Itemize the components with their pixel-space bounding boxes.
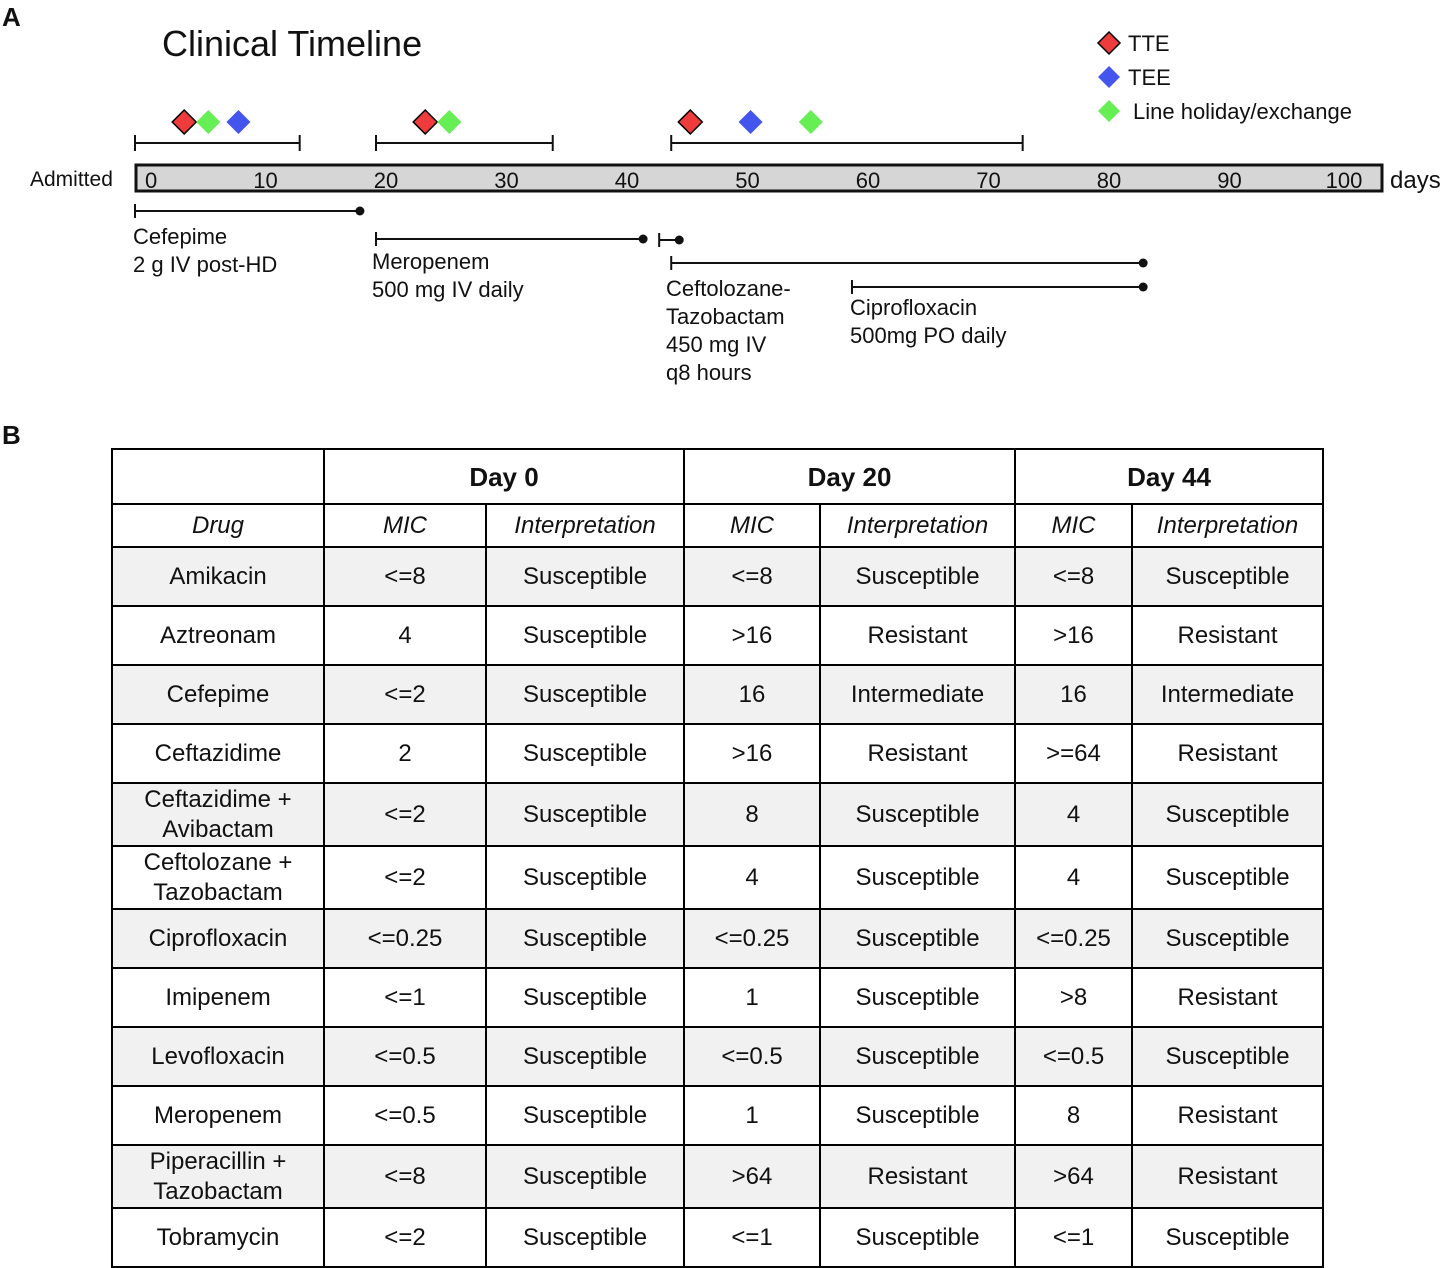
table-row bbox=[112, 724, 1323, 783]
interpretation-cell: Susceptible bbox=[486, 1145, 684, 1208]
legend-label: Line holiday/exchange bbox=[1133, 99, 1352, 124]
drug-cell bbox=[112, 909, 324, 968]
drug-name-line: Ceftazidime + bbox=[144, 785, 292, 813]
mic-cell: >8 bbox=[1015, 968, 1132, 1027]
event-diamond-icon bbox=[437, 110, 461, 134]
subheader-cell: MIC bbox=[324, 504, 486, 547]
corner-cell bbox=[112, 449, 324, 504]
mic-cell: >16 bbox=[684, 606, 820, 665]
drug-name-line: Ceftazidime bbox=[154, 739, 282, 767]
interpretation-cell: Resistant bbox=[820, 606, 1015, 665]
mic-cell: 2 bbox=[324, 724, 486, 783]
drug-cell bbox=[112, 1086, 324, 1145]
interpretation-cell: Resistant bbox=[1132, 1086, 1323, 1145]
mic-cell: <=2 bbox=[324, 846, 486, 909]
interpretation-cell: Susceptible bbox=[486, 665, 684, 724]
axis-tick-label: 100 bbox=[1325, 168, 1363, 193]
day-header-row bbox=[112, 449, 1323, 504]
mic-cell: <=0.5 bbox=[324, 1086, 486, 1145]
antibiotic-label: 500mg PO daily bbox=[850, 323, 1007, 348]
drug-cell bbox=[112, 665, 324, 724]
subheader-row bbox=[112, 504, 1323, 547]
drug-name-line: Amikacin bbox=[169, 562, 267, 590]
mic-cell: <=0.5 bbox=[684, 1027, 820, 1086]
event-diamond-icon bbox=[739, 110, 763, 134]
table-row bbox=[112, 846, 1323, 909]
event-diamond-icon bbox=[226, 110, 250, 134]
antibiotic-label: 500 mg IV daily bbox=[372, 277, 524, 302]
mic-cell: <=1 bbox=[684, 1208, 820, 1267]
day-header: Day 0 bbox=[324, 449, 684, 504]
interpretation-cell: Resistant bbox=[1132, 724, 1323, 783]
event-diamond-icon bbox=[678, 110, 702, 134]
axis-tick-label: 0 bbox=[145, 168, 158, 193]
drug-cell bbox=[112, 606, 324, 665]
axis-tick-label: 60 bbox=[855, 168, 881, 193]
drug-cell bbox=[112, 846, 324, 909]
table-row bbox=[112, 547, 1323, 606]
antibiotic-label: Meropenem bbox=[372, 249, 490, 274]
table-body bbox=[112, 547, 1323, 1267]
table-row bbox=[112, 1086, 1323, 1145]
table-row bbox=[112, 909, 1323, 968]
event-diamond-icon bbox=[799, 110, 823, 134]
interpretation-cell: Susceptible bbox=[820, 1208, 1015, 1267]
table-row bbox=[112, 1208, 1323, 1267]
antibiotic-course-end-dot bbox=[355, 207, 364, 216]
axis-tick-label: 30 bbox=[494, 168, 519, 193]
legend-marker-icon bbox=[1098, 66, 1120, 88]
axis-tick-label: 20 bbox=[373, 168, 399, 193]
timeline-title: Clinical Timeline bbox=[162, 23, 423, 64]
mic-cell: >=64 bbox=[1015, 724, 1132, 783]
legend-marker-icon bbox=[1098, 100, 1120, 122]
mic-cell: <=0.25 bbox=[684, 909, 820, 968]
interpretation-cell: Susceptible bbox=[1132, 783, 1323, 846]
axis-unit-label: days bbox=[1390, 167, 1441, 194]
mic-cell: <=8 bbox=[684, 547, 820, 606]
axis-tick-label: 50 bbox=[735, 168, 760, 193]
mic-cell: <=0.25 bbox=[1015, 909, 1132, 968]
mic-cell: >64 bbox=[684, 1145, 820, 1208]
table-row bbox=[112, 783, 1323, 846]
drug-cell bbox=[112, 1145, 324, 1208]
drug-cell bbox=[112, 1208, 324, 1267]
mic-cell: <=0.5 bbox=[324, 1027, 486, 1086]
mic-cell: 4 bbox=[684, 846, 820, 909]
interpretation-cell: Susceptible bbox=[486, 1208, 684, 1267]
antibiotic-course-end-dot bbox=[1139, 283, 1148, 292]
event-diamond-icon bbox=[172, 110, 196, 134]
event-diamond-icon bbox=[413, 110, 437, 134]
interpretation-cell: Susceptible bbox=[486, 846, 684, 909]
interpretation-cell: Susceptible bbox=[820, 846, 1015, 909]
day-header: Day 20 bbox=[684, 449, 1015, 504]
table-row bbox=[112, 1145, 1323, 1208]
mic-cell: 8 bbox=[1015, 1086, 1132, 1145]
interpretation-cell: Intermediate bbox=[820, 665, 1015, 724]
drug-cell bbox=[112, 783, 324, 846]
mic-cell: >16 bbox=[684, 724, 820, 783]
drug-name-line: Ceftolozane + bbox=[143, 848, 293, 876]
mic-cell: <=2 bbox=[324, 1208, 486, 1267]
admitted-label: Admitted bbox=[30, 168, 113, 191]
antibiotic-course-end-dot bbox=[1139, 259, 1148, 268]
interpretation-cell: Susceptible bbox=[1132, 547, 1323, 606]
subheader-cell: Drug bbox=[112, 504, 324, 547]
antibiotic-label: 2 g IV post-HD bbox=[133, 252, 278, 277]
axis-tick-label: 70 bbox=[976, 168, 1001, 193]
mic-cell: >16 bbox=[1015, 606, 1132, 665]
antibiotic-course-end-dot bbox=[639, 235, 648, 244]
timeline-diagram bbox=[0, 0, 1448, 400]
antibiotic-label: Tazobactam bbox=[666, 304, 785, 329]
axis-tick-label: 40 bbox=[614, 168, 640, 193]
interpretation-cell: Resistant bbox=[1132, 968, 1323, 1027]
antibiotic-course-end-dot bbox=[675, 236, 684, 245]
panel-a-label: A bbox=[2, 2, 21, 32]
drug-cell bbox=[112, 547, 324, 606]
interpretation-cell: Susceptible bbox=[486, 1027, 684, 1086]
drug-name-line: Ciprofloxacin bbox=[148, 924, 288, 952]
mic-cell: 1 bbox=[684, 968, 820, 1027]
mic-cell: <=0.5 bbox=[1015, 1027, 1132, 1086]
subheader-cell: MIC bbox=[1015, 504, 1132, 547]
drug-name-line: Meropenem bbox=[153, 1101, 283, 1129]
antibiotic-label: Cefepime bbox=[133, 224, 228, 249]
mic-cell: <=2 bbox=[324, 665, 486, 724]
subheader-cell: Interpretation bbox=[1132, 504, 1323, 547]
interpretation-cell: Resistant bbox=[1132, 606, 1323, 665]
axis-tick-label: 90 bbox=[1217, 168, 1242, 193]
interpretation-cell: Susceptible bbox=[486, 724, 684, 783]
mic-cell: <=1 bbox=[1015, 1208, 1132, 1267]
mic-cell: 4 bbox=[1015, 846, 1132, 909]
mic-cell: <=8 bbox=[324, 547, 486, 606]
mic-cell: >64 bbox=[1015, 1145, 1132, 1208]
drug-name-line: Tobramycin bbox=[156, 1223, 280, 1251]
antibiotic-label: Ciprofloxacin bbox=[850, 295, 978, 320]
legend-label: TTE bbox=[1128, 31, 1170, 56]
axis-tick-label: 80 bbox=[1096, 168, 1122, 193]
axis-tick-label: 10 bbox=[253, 168, 278, 193]
susceptibility-table bbox=[111, 448, 1324, 1268]
interpretation-cell: Susceptible bbox=[820, 968, 1015, 1027]
interpretation-cell: Susceptible bbox=[1132, 1208, 1323, 1267]
interpretation-cell: Susceptible bbox=[486, 1086, 684, 1145]
table-row bbox=[112, 606, 1323, 665]
interpretation-cell: Susceptible bbox=[820, 1027, 1015, 1086]
mic-cell: <=2 bbox=[324, 783, 486, 846]
mic-cell: 16 bbox=[684, 665, 820, 724]
legend-label: TEE bbox=[1128, 65, 1171, 90]
interpretation-cell: Susceptible bbox=[820, 547, 1015, 606]
table-row bbox=[112, 665, 1323, 724]
event-diamond-icon bbox=[196, 110, 220, 134]
subheader-cell: Interpretation bbox=[486, 504, 684, 547]
drug-name-line: Tazobactam bbox=[153, 878, 283, 906]
drug-name-line: Tazobactam bbox=[153, 1177, 283, 1205]
day-header: Day 44 bbox=[1015, 449, 1323, 504]
panel-b-label: B bbox=[2, 420, 21, 450]
mic-cell: <=1 bbox=[324, 968, 486, 1027]
drug-cell bbox=[112, 1027, 324, 1086]
mic-cell: 4 bbox=[324, 606, 486, 665]
table-row bbox=[112, 1027, 1323, 1086]
mic-cell: 16 bbox=[1015, 665, 1132, 724]
mic-cell: 4 bbox=[1015, 783, 1132, 846]
antibiotic-label: q8 hours bbox=[666, 360, 752, 385]
interpretation-cell: Susceptible bbox=[820, 783, 1015, 846]
interpretation-cell: Susceptible bbox=[486, 968, 684, 1027]
antibiotic-label: Ceftolozane- bbox=[666, 276, 791, 301]
interpretation-cell: Susceptible bbox=[486, 783, 684, 846]
interpretation-cell: Susceptible bbox=[486, 606, 684, 665]
subheader-cell: Interpretation bbox=[820, 504, 1015, 547]
drug-name-line: Piperacillin + bbox=[149, 1147, 287, 1175]
interpretation-cell: Susceptible bbox=[1132, 909, 1323, 968]
interpretation-cell: Resistant bbox=[820, 724, 1015, 783]
drug-cell bbox=[112, 724, 324, 783]
drug-name-line: Avibactam bbox=[162, 815, 274, 843]
interpretation-cell: Resistant bbox=[820, 1145, 1015, 1208]
drug-name-line: Imipenem bbox=[165, 983, 271, 1011]
mic-cell: <=0.25 bbox=[324, 909, 486, 968]
interpretation-cell: Susceptible bbox=[820, 1086, 1015, 1145]
interpretation-cell: Susceptible bbox=[486, 909, 684, 968]
interpretation-cell: Intermediate bbox=[1132, 665, 1323, 724]
mic-cell: <=8 bbox=[1015, 547, 1132, 606]
table-row bbox=[112, 968, 1323, 1027]
interpretation-cell: Susceptible bbox=[820, 909, 1015, 968]
antibiotic-label: 450 mg IV bbox=[666, 332, 767, 357]
mic-cell: 1 bbox=[684, 1086, 820, 1145]
drug-name-line: Aztreonam bbox=[159, 621, 277, 649]
drug-name-line: Levofloxacin bbox=[151, 1042, 285, 1070]
mic-cell: <=8 bbox=[324, 1145, 486, 1208]
drug-cell bbox=[112, 968, 324, 1027]
interpretation-cell: Susceptible bbox=[1132, 1027, 1323, 1086]
drug-name-line: Cefepime bbox=[166, 680, 270, 708]
subheader-cell: MIC bbox=[684, 504, 820, 547]
mic-cell: 8 bbox=[684, 783, 820, 846]
legend-marker-icon bbox=[1098, 32, 1120, 54]
interpretation-cell: Susceptible bbox=[1132, 846, 1323, 909]
interpretation-cell: Resistant bbox=[1132, 1145, 1323, 1208]
interpretation-cell: Susceptible bbox=[486, 547, 684, 606]
